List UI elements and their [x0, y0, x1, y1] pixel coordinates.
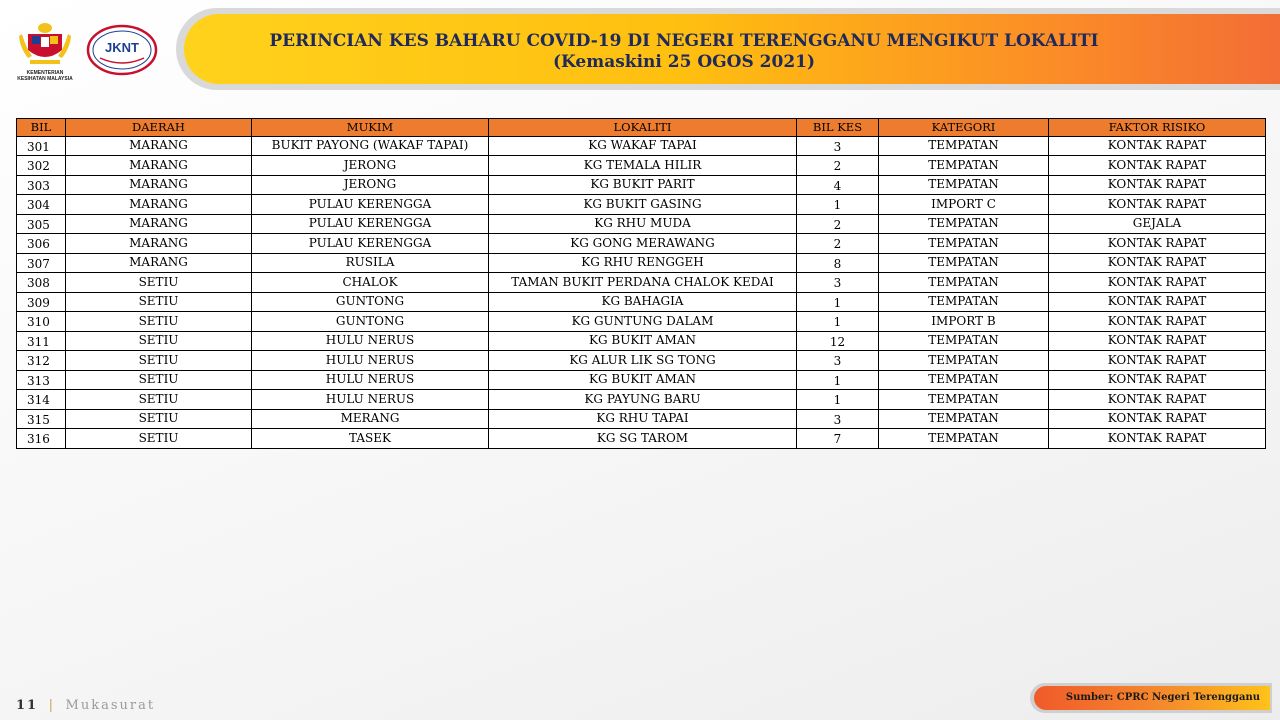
- table-row: [17, 370, 1266, 390]
- table-body: [17, 136, 1266, 448]
- table-cell-bil: 304: [17, 195, 66, 215]
- table-cell-kategori: IMPORT B: [879, 312, 1049, 332]
- table-row: [17, 195, 1266, 215]
- table-cell-faktor-risiko: KONTAK RAPAT: [1049, 195, 1266, 215]
- table-cell-bil: 314: [17, 390, 66, 410]
- table-row: [17, 351, 1266, 371]
- jknt-emblem-icon: [86, 24, 158, 76]
- table-cell-lokaliti: TAMAN BUKIT PERDANA CHALOK KEDAI: [489, 273, 797, 293]
- table-cell-lokaliti: KG PAYUNG BARU: [489, 390, 797, 410]
- table-cell-bil: 301: [17, 136, 66, 156]
- ministry-caption: KEMENTERIAN KESIHATAN MALAYSIA: [17, 70, 73, 82]
- table-cell-kategori: TEMPATAN: [879, 351, 1049, 371]
- table-cell-bil-kes: 1: [797, 312, 879, 332]
- table-cell-bil-kes: 1: [797, 370, 879, 390]
- table-cell-bil-kes: 12: [797, 331, 879, 351]
- table-cell-bil-kes: 3: [797, 273, 879, 293]
- table-cell-mukim: HULU NERUS: [252, 390, 489, 410]
- page-word: Mukasurat: [65, 698, 156, 713]
- table-cell-bil: 307: [17, 253, 66, 273]
- table-cell-mukim: GUNTONG: [252, 292, 489, 312]
- table-cell-faktor-risiko: KONTAK RAPAT: [1049, 351, 1266, 371]
- table-cell-faktor-risiko: KONTAK RAPAT: [1049, 273, 1266, 293]
- table-cell-faktor-risiko: KONTAK RAPAT: [1049, 409, 1266, 429]
- column-header: DAERAH: [66, 119, 252, 137]
- table-header-row: [17, 119, 1266, 137]
- table-cell-daerah: MARANG: [66, 253, 252, 273]
- table-cell-daerah: SETIU: [66, 390, 252, 410]
- table-cell-lokaliti: KG TEMALA HILIR: [489, 156, 797, 176]
- table-cell-lokaliti: KG RHU MUDA: [489, 214, 797, 234]
- table-cell-bil: 302: [17, 156, 66, 176]
- table-row: [17, 273, 1266, 293]
- table-cell-lokaliti: KG WAKAF TAPAI: [489, 136, 797, 156]
- table-cell-lokaliti: KG BUKIT AMAN: [489, 370, 797, 390]
- table-cell-kategori: TEMPATAN: [879, 175, 1049, 195]
- table-cell-mukim: PULAU KERENGGA: [252, 195, 489, 215]
- table-cell-kategori: TEMPATAN: [879, 253, 1049, 273]
- table-cell-lokaliti: KG ALUR LIK SG TONG: [489, 351, 797, 371]
- table-cell-faktor-risiko: KONTAK RAPAT: [1049, 234, 1266, 254]
- page-subtitle: (Kemaskini 25 OGOS 2021): [552, 52, 816, 72]
- table-cell-kategori: TEMPATAN: [879, 390, 1049, 410]
- table-cell-mukim: MERANG: [252, 409, 489, 429]
- table-cell-mukim: JERONG: [252, 175, 489, 195]
- table-cell-kategori: TEMPATAN: [879, 429, 1049, 449]
- table-cell-faktor-risiko: KONTAK RAPAT: [1049, 429, 1266, 449]
- table-cell-daerah: SETIU: [66, 331, 252, 351]
- table-cell-daerah: MARANG: [66, 156, 252, 176]
- table-cell-mukim: HULU NERUS: [252, 331, 489, 351]
- table-cell-faktor-risiko: KONTAK RAPAT: [1049, 312, 1266, 332]
- table-cell-kategori: TEMPATAN: [879, 214, 1049, 234]
- table-cell-bil-kes: 3: [797, 351, 879, 371]
- table-row: [17, 429, 1266, 449]
- table-cell-faktor-risiko: KONTAK RAPAT: [1049, 156, 1266, 176]
- table-cell-daerah: MARANG: [66, 136, 252, 156]
- table-cell-kategori: TEMPATAN: [879, 331, 1049, 351]
- table-cell-lokaliti: KG RHU TAPAI: [489, 409, 797, 429]
- page-title: PERINCIAN KES BAHARU COVID-19 DI NEGERI TERENGGANU MENGIKUT LOKALITI: [269, 31, 1099, 51]
- table-cell-bil-kes: 3: [797, 409, 879, 429]
- column-header: LOKALITI: [489, 119, 797, 137]
- table-cell-daerah: MARANG: [66, 195, 252, 215]
- table-cell-lokaliti: KG SG TAROM: [489, 429, 797, 449]
- table-cell-bil-kes: 4: [797, 175, 879, 195]
- table-cell-kategori: TEMPATAN: [879, 136, 1049, 156]
- title-block: [184, 31, 1184, 73]
- table-cell-bil: 313: [17, 370, 66, 390]
- table-cell-faktor-risiko: KONTAK RAPAT: [1049, 175, 1266, 195]
- table-row: [17, 331, 1266, 351]
- table-cell-faktor-risiko: GEJALA: [1049, 214, 1266, 234]
- table-row: [17, 253, 1266, 273]
- table-cell-bil: 306: [17, 234, 66, 254]
- table-cell-faktor-risiko: KONTAK RAPAT: [1049, 292, 1266, 312]
- table-row: [17, 136, 1266, 156]
- table-cell-mukim: BUKIT PAYONG (WAKAF TAPAI): [252, 136, 489, 156]
- table-cell-mukim: TASEK: [252, 429, 489, 449]
- table-cell-bil-kes: 3: [797, 136, 879, 156]
- table-cell-lokaliti: KG GUNTUNG DALAM: [489, 312, 797, 332]
- table-cell-lokaliti: KG BUKIT AMAN: [489, 331, 797, 351]
- table-cell-bil-kes: 7: [797, 429, 879, 449]
- table-row: [17, 292, 1266, 312]
- table-cell-lokaliti: KG RHU RENGGEH: [489, 253, 797, 273]
- column-header: BIL: [17, 119, 66, 137]
- table-cell-bil-kes: 2: [797, 214, 879, 234]
- table-cell-bil-kes: 8: [797, 253, 879, 273]
- cases-table: [16, 118, 1266, 449]
- table-cell-daerah: SETIU: [66, 429, 252, 449]
- table-row: [17, 156, 1266, 176]
- table-cell-mukim: RUSILA: [252, 253, 489, 273]
- table-cell-daerah: SETIU: [66, 312, 252, 332]
- table-cell-mukim: CHALOK: [252, 273, 489, 293]
- jknt-logo-text: JKNT: [105, 40, 139, 55]
- table-cell-kategori: TEMPATAN: [879, 273, 1049, 293]
- table-cell-lokaliti: KG BAHAGIA: [489, 292, 797, 312]
- table-cell-bil-kes: 1: [797, 195, 879, 215]
- table-cell-mukim: GUNTONG: [252, 312, 489, 332]
- table-row: [17, 390, 1266, 410]
- table-cell-kategori: TEMPATAN: [879, 292, 1049, 312]
- page-number: 11: [16, 698, 39, 713]
- table-cell-kategori: TEMPATAN: [879, 409, 1049, 429]
- table-cell-daerah: SETIU: [66, 351, 252, 371]
- table-cell-kategori: TEMPATAN: [879, 234, 1049, 254]
- table-row: [17, 312, 1266, 332]
- table-cell-daerah: SETIU: [66, 292, 252, 312]
- table-cell-faktor-risiko: KONTAK RAPAT: [1049, 390, 1266, 410]
- table-cell-mukim: HULU NERUS: [252, 351, 489, 371]
- table-cell-daerah: MARANG: [66, 214, 252, 234]
- table-cell-bil: 303: [17, 175, 66, 195]
- table-cell-lokaliti: KG GONG MERAWANG: [489, 234, 797, 254]
- table-row: [17, 214, 1266, 234]
- source-badge: Sumber: CPRC Negeri Terengganu: [1034, 686, 1270, 710]
- table-cell-bil: 312: [17, 351, 66, 371]
- table-cell-mukim: PULAU KERENGGA: [252, 214, 489, 234]
- table-cell-bil: 305: [17, 214, 66, 234]
- table-cell-daerah: SETIU: [66, 370, 252, 390]
- column-header: KATEGORI: [879, 119, 1049, 137]
- table-cell-bil: 316: [17, 429, 66, 449]
- table-cell-bil-kes: 1: [797, 390, 879, 410]
- table-cell-kategori: IMPORT C: [879, 195, 1049, 215]
- table-cell-kategori: TEMPATAN: [879, 156, 1049, 176]
- column-header: MUKIM: [252, 119, 489, 137]
- table-row: [17, 409, 1266, 429]
- column-header: BIL KES: [797, 119, 879, 137]
- table-cell-bil-kes: 2: [797, 234, 879, 254]
- table-cell-daerah: MARANG: [66, 234, 252, 254]
- page-footer: [16, 698, 155, 713]
- table-cell-lokaliti: KG BUKIT PARIT: [489, 175, 797, 195]
- table-cell-mukim: HULU NERUS: [252, 370, 489, 390]
- ministry-logo: [14, 20, 76, 90]
- column-header: FAKTOR RISIKO: [1049, 119, 1266, 137]
- table-cell-daerah: MARANG: [66, 175, 252, 195]
- table-cell-faktor-risiko: KONTAK RAPAT: [1049, 370, 1266, 390]
- table-cell-bil: 308: [17, 273, 66, 293]
- table-cell-bil: 315: [17, 409, 66, 429]
- table-cell-kategori: TEMPATAN: [879, 370, 1049, 390]
- coat-of-arms-icon: [18, 20, 72, 68]
- table-cell-bil-kes: 2: [797, 156, 879, 176]
- table-cell-faktor-risiko: KONTAK RAPAT: [1049, 253, 1266, 273]
- table-row: [17, 175, 1266, 195]
- table-cell-bil-kes: 1: [797, 292, 879, 312]
- table-cell-lokaliti: KG BUKIT GASING: [489, 195, 797, 215]
- table-cell-daerah: SETIU: [66, 409, 252, 429]
- table-row: [17, 234, 1266, 254]
- table-cell-daerah: SETIU: [66, 273, 252, 293]
- table-cell-faktor-risiko: KONTAK RAPAT: [1049, 331, 1266, 351]
- table-cell-mukim: JERONG: [252, 156, 489, 176]
- table-cell-bil: 311: [17, 331, 66, 351]
- table-cell-mukim: PULAU KERENGGA: [252, 234, 489, 254]
- table-cell-bil: 310: [17, 312, 66, 332]
- table-cell-faktor-risiko: KONTAK RAPAT: [1049, 136, 1266, 156]
- footer-separator: |: [48, 698, 56, 713]
- jknt-logo: [86, 24, 158, 76]
- table-cell-bil: 309: [17, 292, 66, 312]
